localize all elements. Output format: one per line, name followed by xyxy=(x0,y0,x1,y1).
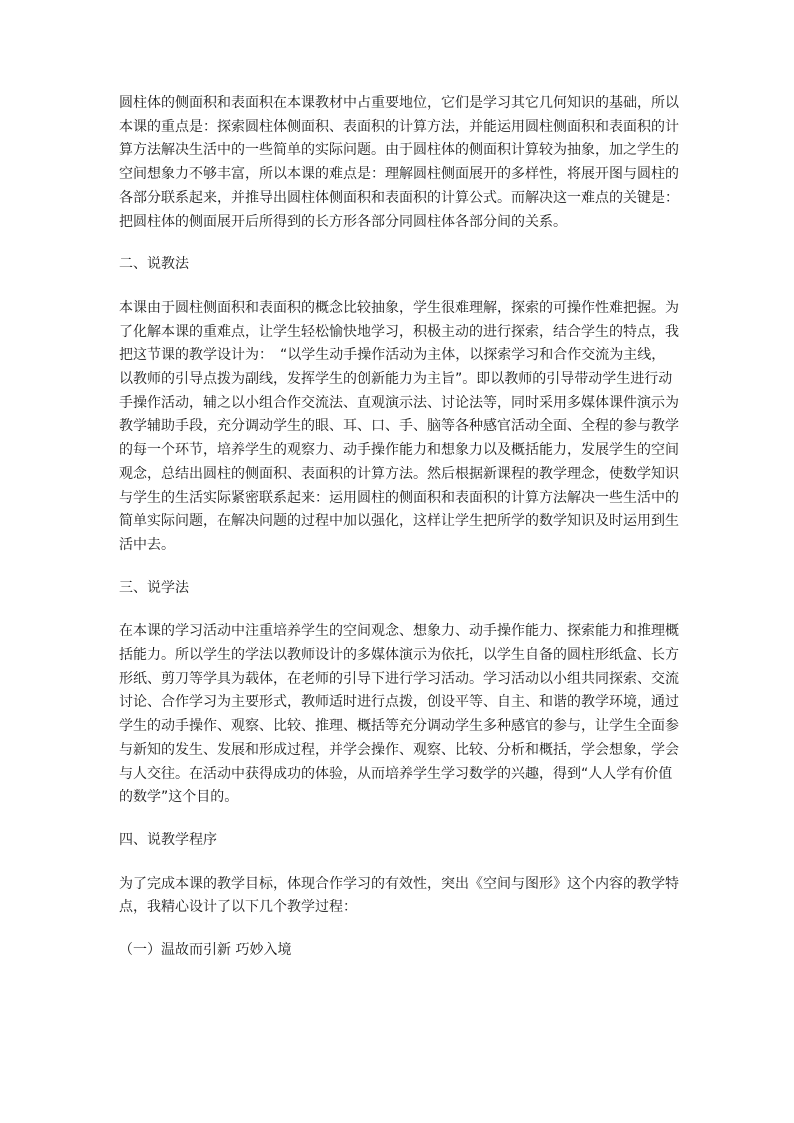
paragraph-intro xyxy=(119,92,684,234)
section-heading-learning-method: 三、说学法 xyxy=(119,579,189,596)
text-line: 的每一个环节，培养学生的观察力、动手操作能力和想象力以及概括能力，发展学生的空间 xyxy=(119,442,679,459)
text-line: 以教师的引导点拨为副线，发挥学生的创新能力为主旨”。即以教师的引导带动学生进行动 xyxy=(119,371,673,388)
text-line: 与人交往。在活动中获得成功的体验，从而培养学生学习数学的兴趣，得到“人人学有价值 xyxy=(119,765,673,782)
paragraph-learning-method xyxy=(119,620,684,810)
text-line: 讨论、合作学习为主要形式，教师适时进行点拨，创设平等、自主、和谐的教学环境，通过 xyxy=(119,694,679,711)
text-line: 观念，总结出圆柱的侧面积、表面积的计算方法。然后根据新课程的教学理念，使数学知识 xyxy=(119,465,679,482)
text-line: 在本课的学习活动中注重培养学生的空间观念、想象力、动手操作能力、探索能力和推理概 xyxy=(119,623,679,640)
text-line: 算方法解决生活中的一些简单的实际问题。由于圆柱体的侧面积计算较为抽象，加之学生的 xyxy=(119,142,679,159)
text-line: 空间想象力不够丰富，所以本课的难点是：理解圆柱侧面展开的多样性，将展开图与圆柱的 xyxy=(119,166,679,183)
section-heading-procedure: 四、说教学程序 xyxy=(119,831,217,848)
text-line: 圆柱体的侧面积和表面积在本课教材中占重要地位，它们是学习其它几何知识的基础，所以 xyxy=(119,95,679,111)
text-line: 把这节课的教学设计为： “以学生动手操作活动为主体，以探索学习和合作交流为主线， xyxy=(119,347,666,364)
section-heading-teaching-method: 二、说教法 xyxy=(119,256,189,273)
subsection-heading-review: （一）温故而引新 巧妙入境 xyxy=(119,942,292,959)
paragraph-procedure xyxy=(119,873,684,920)
text-line: 学生的动手操作、观察、比较、推理、概括等充分调动学生多种感官的参与，让学生全面参 xyxy=(119,718,679,735)
text-line: 形纸、剪刀等学具为载体，在老师的引导下进行学习活动。学习活动以小组共同探索、交流 xyxy=(119,670,679,687)
text-line: 手操作活动，辅之以小组合作交流法、直观演示法、讨论法等，同时采用多媒体课件演示为 xyxy=(119,394,679,411)
text-line: 为了完成本课的教学目标，体现合作学习的有效性，突出《空间与图形》这个内容的教学特 xyxy=(119,875,679,892)
text-line: 与新知的发生、发展和形成过程，并学会操作、观察、比较、分析和概括，学会想象，学会 xyxy=(119,741,679,758)
paragraph-teaching-method xyxy=(119,297,684,558)
document-page xyxy=(119,92,684,963)
text-line: 简单实际问题，在解决问题的过程中加以强化，这样让学生把所学的数学知识及时运用到生 xyxy=(119,513,679,530)
text-line: 教学辅助手段，充分调动学生的眼、耳、口、手、脑等各种感官活动全面、全程的参与教学 xyxy=(119,418,679,435)
text-line: 各部分联系起来，并推导出圆柱体侧面积和表面积的计算公式。而解决这一难点的关键是： xyxy=(119,189,679,206)
text-line: 点，我精心设计了以下几个教学过程： xyxy=(119,899,357,916)
text-line: 把圆柱体的侧面展开后所得到的长方形各部分同圆柱体各部分间的关系。 xyxy=(119,213,567,230)
text-line: 了化解本课的重难点，让学生轻松愉快地学习，积极主动的进行探索，结合学生的特点，我 xyxy=(119,323,679,340)
text-line: 与学生的生活实际紧密联系起来：运用圆柱的侧面积和表面积的计算方法解决一些生活中的 xyxy=(119,489,679,506)
text-line: 本课由于圆柱侧面积和表面积的概念比较抽象，学生很难理解，探索的可操作性难把握。为 xyxy=(119,299,679,316)
text-line: 本课的重点是：探索圆柱体侧面积、表面积的计算方法，并能运用圆柱侧面积和表面积的计 xyxy=(119,118,679,135)
text-line: 的数学”这个目的。 xyxy=(119,789,239,806)
text-line: 活中去。 xyxy=(119,536,175,553)
text-line: 括能力。所以学生的学法以教师设计的多媒体演示为依托，以学生自备的圆柱形纸盒、长方 xyxy=(119,647,679,664)
